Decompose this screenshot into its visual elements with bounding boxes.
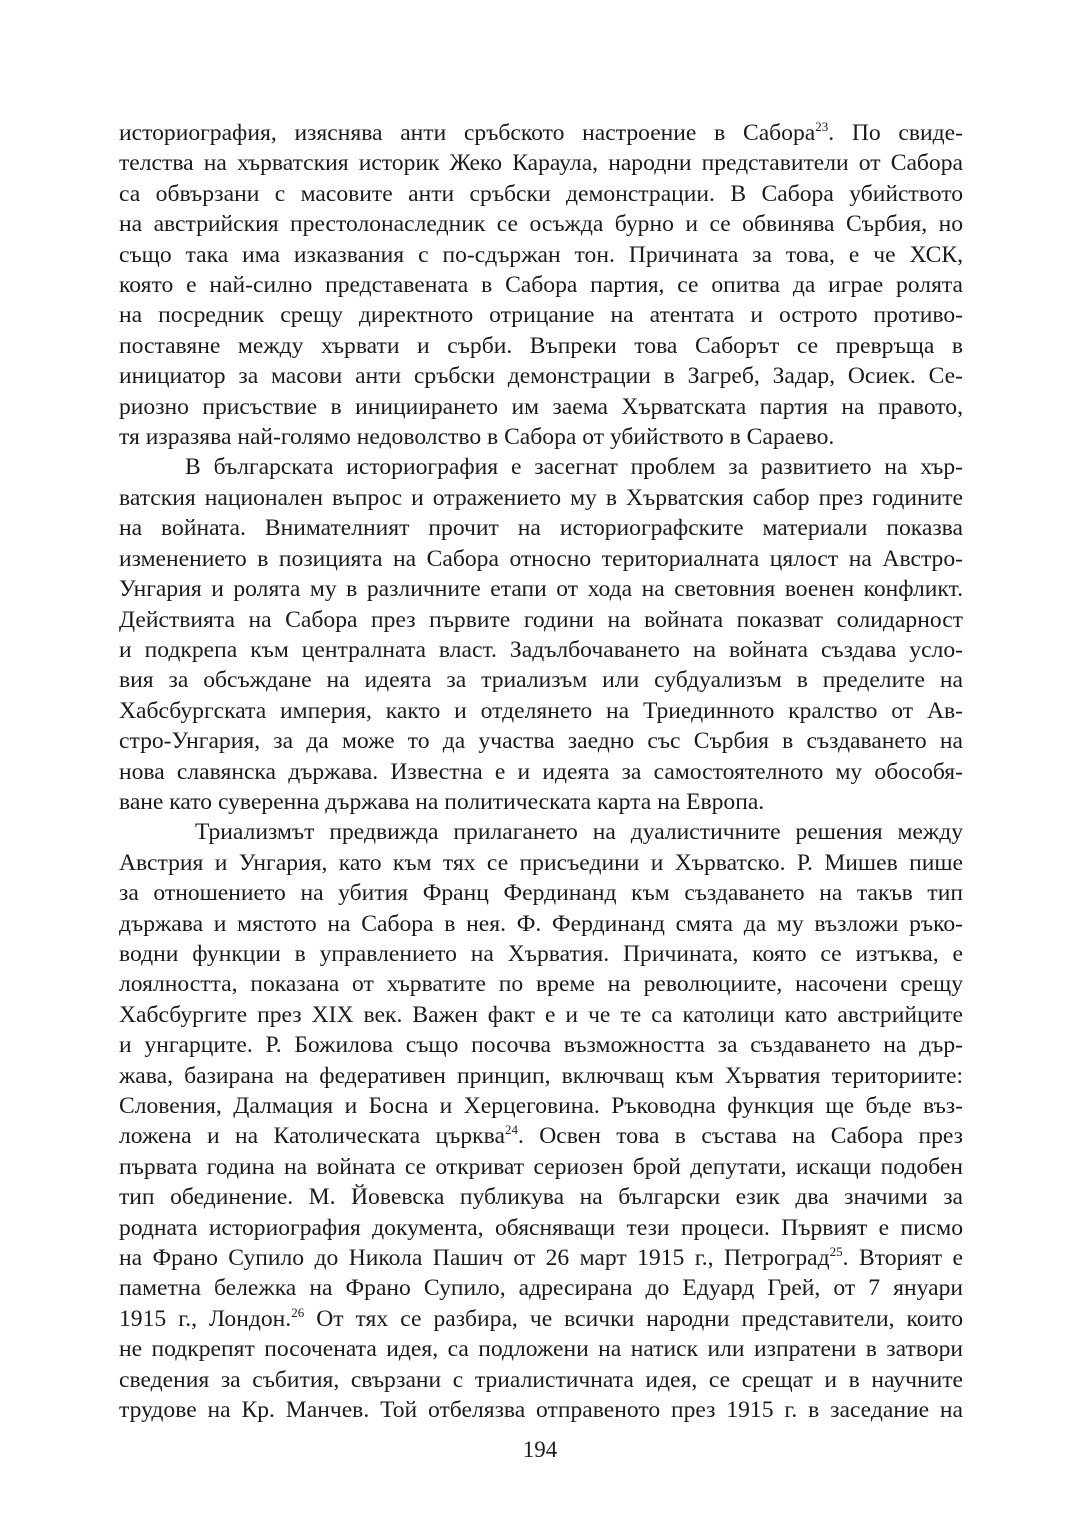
text-line <box>119 909 963 939</box>
text-segment: Австрия и Унгария, като към тях се присъедини и Хърватско. Р. Мишев пише <box>119 849 963 876</box>
text-segment: и унгарците. Р. Божилова също посочва възможността за създаването на дър- <box>119 1032 963 1059</box>
text-segment: телства на хърватския историк Жеко Караула, народни представители от Сабора <box>119 150 963 177</box>
text-line <box>119 1334 963 1364</box>
text-line <box>119 1061 963 1091</box>
text-line <box>119 1273 963 1303</box>
text-line <box>119 1000 963 1030</box>
text-line <box>119 969 963 999</box>
text-segment: водни функции в управлението на Хърватия. Причината, която се изтъква, е <box>119 940 963 967</box>
text-segment: Хабсбургската империя, както и отделянето на Триединното кралство от Ав- <box>119 697 963 724</box>
footnote-ref: 24 <box>504 1122 518 1138</box>
text-line <box>119 817 963 847</box>
text-line <box>119 605 963 635</box>
text-segment: на посредник срещу директното отрицание на атентата и острото противо- <box>119 302 963 329</box>
text-segment: родната историография документа, обясняващи тези процеси. Първият е писмо <box>119 1214 963 1241</box>
text-line <box>119 118 963 148</box>
text-line <box>119 148 963 178</box>
text-segment: изменението в позицията на Сабора относно териториалната цялост на Австро- <box>119 545 963 572</box>
text-segment: Унгария и ролята му в различните етапи от хода на световния военен конфликт. <box>119 576 963 603</box>
text-segment: . По свиде- <box>828 120 963 146</box>
text-line <box>119 787 963 817</box>
text-segment: паметна бележка на Франо Супило, адресирана до Едуард Грей, от 7 януари <box>119 1275 963 1302</box>
text-line <box>119 1243 963 1273</box>
text-segment: инициатор за масови анти сръбски демонстрации в Загреб, Задар, Осиек. Се- <box>119 363 963 390</box>
text-line <box>119 1182 963 1212</box>
text-line <box>119 544 963 574</box>
text-segment: вия за обсъждане на идеята за триализъм или субдуализъм в пределите на <box>119 667 963 694</box>
text-segment: нова славянска държава. Известна е и идеята за самостоятелното му обособя- <box>119 758 963 785</box>
text-segment: историография, изяснява анти сръбското настроение в Сабора <box>119 120 816 146</box>
paragraph-2 <box>119 452 963 817</box>
text-line <box>119 1030 963 1060</box>
text-line <box>119 1152 963 1182</box>
text-line <box>119 422 963 452</box>
text-line <box>119 240 963 270</box>
text-segment: Хабсбургите през XIX век. Важен факт е и че те са католици като австрийците <box>119 1001 963 1028</box>
text-segment: ватския национален въпрос и отражението му в Хърватския сабор през годините <box>119 484 963 511</box>
text-segment: В българската историография е засегнат проблем за развитието на хър- <box>185 454 963 481</box>
body-text <box>119 118 963 1425</box>
text-line <box>119 1365 963 1395</box>
text-line <box>119 1091 963 1121</box>
text-segment: 1915 г., Лондон. <box>119 1305 292 1332</box>
text-segment: . Освен това в състава на Сабора през <box>517 1123 963 1150</box>
text-segment: стро-Унгария, за да може то да участва заедно със Сърбия в създаването на <box>119 728 963 755</box>
text-line <box>119 939 963 969</box>
text-line <box>119 300 963 330</box>
text-segment: не подкрепят посочената идея, са подложени на натиск или изпратени в затвори <box>119 1336 963 1363</box>
text-line <box>119 392 963 422</box>
text-segment: на австрийския престолонаследник се осъжда бурно и се обвинява Сърбия, но <box>119 211 963 238</box>
footnote-ref: 26 <box>291 1304 305 1320</box>
footnote-ref: 23 <box>815 119 829 134</box>
text-line <box>119 1304 963 1334</box>
text-segment: От тях се разбира, че всички народни представители, които <box>304 1305 963 1332</box>
text-segment: държава и мястото на Сабора в нея. Ф. Фердинанд смята да му възложи ръко- <box>119 910 963 937</box>
text-segment: . Вторият е <box>842 1245 963 1272</box>
text-line <box>119 757 963 787</box>
text-segment: ложена и на Католическата църква <box>119 1123 505 1150</box>
text-segment: сведения за събития, свързани с триалистичната идея, се срещат и в научните <box>119 1366 963 1393</box>
text-segment: също така има изказвания с по-сдържан тон. Причината за това, е че ХСК, <box>119 241 963 268</box>
text-segment: Словения, Далмация и Босна и Херцеговина. Ръководна функция ще бъде въз- <box>119 1093 963 1119</box>
text-segment: ване като суверенна държава на политическата карта на Европа. <box>119 788 765 815</box>
text-line <box>119 635 963 665</box>
text-segment: първата година на войната се откриват сериозен брой депутати, искащи подобен <box>119 1153 963 1180</box>
text-line <box>119 209 963 239</box>
text-segment: жава, базирана на федеративен принцип, включващ към Хърватия териториите: <box>119 1062 963 1089</box>
text-line <box>119 1395 963 1425</box>
text-line <box>119 452 963 482</box>
text-line <box>119 696 963 726</box>
text-segment: тя изразява най-голямо недоволство в Сабора от убийството в Сараево. <box>119 424 835 451</box>
text-segment: лоялността, показана от хърватите по време на революциите, насочени срещу <box>119 971 963 998</box>
text-line <box>119 1213 963 1243</box>
text-line <box>119 270 963 300</box>
page-number: 194 <box>522 1437 558 1462</box>
text-line <box>119 726 963 756</box>
text-line <box>119 513 963 543</box>
text-line <box>119 179 963 209</box>
text-segment: риозно присъствие в инициирането им заема Хърватската партия на правото, <box>119 393 963 420</box>
text-segment: на войната. Внимателният прочит на историографските материали показва <box>119 515 963 542</box>
text-segment: Триализмът предвижда прилагането на дуалистичните решения между <box>195 819 963 846</box>
text-line <box>119 574 963 604</box>
text-segment: тип обединение. М. Йовевска публикува на български език два значими за <box>119 1184 963 1211</box>
text-line <box>119 665 963 695</box>
paragraph-1 <box>119 118 963 452</box>
text-segment: която е най-силно представената в Сабора партия, се опитва да играе ролята <box>119 272 963 299</box>
text-line <box>119 878 963 908</box>
text-line <box>119 1121 963 1151</box>
text-segment: и подкрепа към централната власт. Задълбочаването на войната създава усло- <box>119 636 963 663</box>
text-segment: са обвързани с масовите анти сръбски демонстрации. В Сабора убийството <box>119 180 963 207</box>
text-segment: поставяне между хървати и сърби. Въпреки това Саборът се превръща в <box>119 332 963 359</box>
text-line <box>119 361 963 391</box>
text-segment: на Франо Супило до Никола Пашич от 26 март 1915 г., Петроград <box>119 1245 830 1272</box>
text-line <box>119 483 963 513</box>
paragraph-3 <box>119 817 963 1425</box>
text-line <box>119 331 963 361</box>
text-segment: трудове на Кр. Манчев. Той отбелязва отправеното през 1915 г. в заседание на <box>119 1397 963 1424</box>
text-segment: Действията на Сабора през първите години на войната показват солидарност <box>119 606 963 633</box>
footnote-ref: 25 <box>829 1244 843 1260</box>
text-segment: за отношението на убития Франц Фердинанд към създаването на такъв тип <box>119 880 963 907</box>
text-line <box>119 848 963 878</box>
